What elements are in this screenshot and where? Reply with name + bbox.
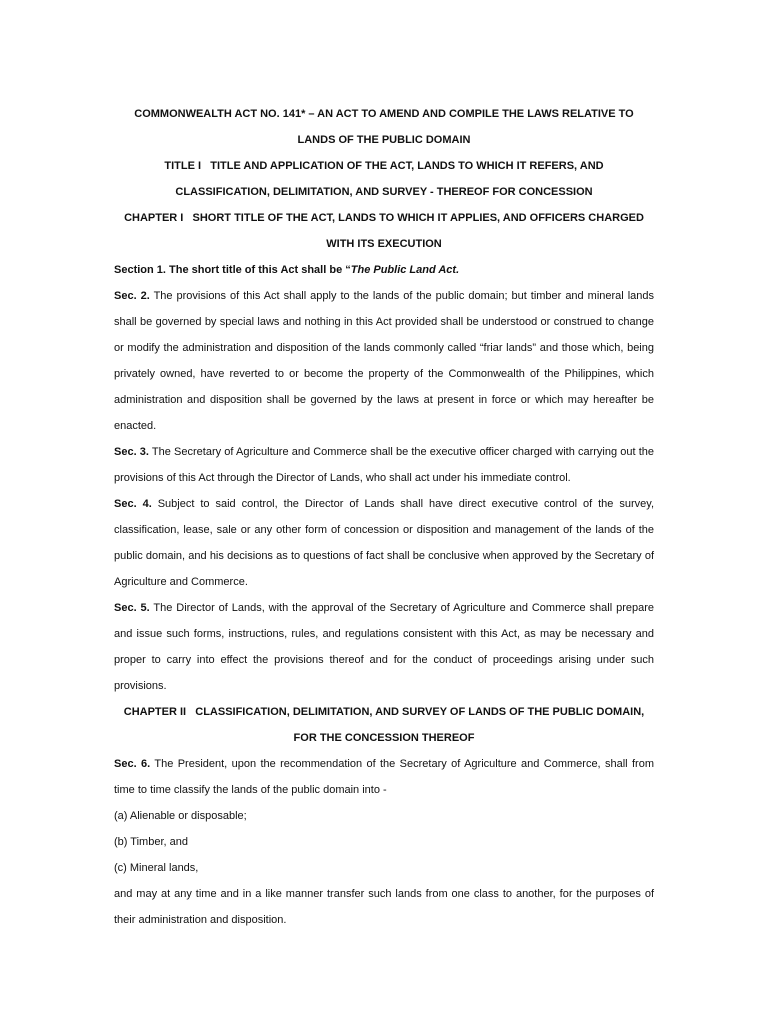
section-2-text: The provisions of this Act shall apply to the lands of the public domain; but timber and mineral lands shall be governed by special laws and nothing in this Act provided shall be understood or construed to change or modify the administration and disposition of the lands commonly called “friar lands” and those which, being privately owned, have reverted to or become the property of the Commonwealth of the Philippines, which administration and disposition shall be governed by the laws at present in force or which may hereafter be enacted. [114, 290, 655, 432]
title-i-line-2: CLASSIFICATION, DELIMITATION, AND SURVEY - THEREOF FOR CONCESSION [175, 186, 593, 198]
section-1-lead: Section 1. The short title of this Act shall be “ [114, 264, 351, 276]
section-6-item-a: (a) Alienable or disposable; [114, 810, 247, 822]
section-4-label: Sec. 4. [114, 498, 152, 510]
section-6-label: Sec. 6. [114, 758, 151, 770]
section-5-label: Sec. 5. [114, 602, 150, 614]
section-4-text: Subject to said control, the Director of Lands shall have direct executive control of the survey, classification, lease, sale or any other form of concession or disposition and management of the lands of the public domain, and his decisions as to questions of fact shall be conclusive when approved by the Secretary of Agriculture and Commerce. [114, 498, 655, 588]
section-6 [114, 751, 654, 803]
title-i-line-1: TITLE I TITLE AND APPLICATION OF THE ACT, LANDS TO WHICH IT REFERS, AND [164, 160, 604, 172]
section-2-label: Sec. 2. [114, 290, 150, 302]
chapter-ii-line-2: FOR THE CONCESSION THEREOF [293, 732, 475, 744]
section-6-text: The President, upon the recommendation of the Secretary of Agriculture and Commerce, shall from time to time classify the lands of the public domain into - [114, 758, 654, 796]
section-1 [114, 257, 654, 283]
chapter-i-line-2: WITH ITS EXECUTION [326, 238, 442, 250]
act-title-line-1: COMMONWEALTH ACT NO. 141* – AN ACT TO AMEND AND COMPILE THE LAWS RELATIVE TO [134, 108, 634, 120]
act-title [114, 101, 654, 153]
section-1-act-name: The Public Land Act. [350, 264, 460, 276]
section-5 [114, 595, 654, 699]
section-6-item-b: (b) Timber, and [114, 836, 188, 848]
section-3-text: The Secretary of Agriculture and Commerce shall be the executive officer charged with carrying out the provisions of this Act through the Director of Lands, who shall act under his immediate control. [114, 446, 655, 484]
act-title-line-2: LANDS OF THE PUBLIC DOMAIN [297, 134, 471, 146]
chapter-ii-heading [114, 699, 654, 751]
section-5-text: The Director of Lands, with the approval of the Secretary of Agriculture and Commerce shall prepare and issue such forms, instructions, rules, and regulations consistent with this Act, as may be necessary and proper to carry into effect the provisions thereof and for the conduct of proceedings arising under such provisions. [114, 602, 654, 692]
chapter-i-heading [114, 205, 654, 257]
section-6-item-c: (c) Mineral lands, [114, 862, 199, 874]
section-3-label: Sec. 3. [114, 446, 149, 458]
title-i-heading [114, 153, 654, 205]
chapter-i-line-1: CHAPTER I SHORT TITLE OF THE ACT, LANDS TO WHICH IT APPLIES, AND OFFICERS CHARGED [124, 212, 644, 224]
section-3 [114, 439, 654, 491]
section-4 [114, 491, 654, 595]
chapter-ii-line-1: CHAPTER II CLASSIFICATION, DELIMITATION, AND SURVEY OF LANDS OF THE PUBLIC DOMAIN, [123, 706, 645, 718]
section-6-closing: and may at any time and in a like manner transfer such lands from one class to another, for the purposes of their administration and disposition. [114, 888, 654, 926]
section-2 [114, 283, 654, 439]
